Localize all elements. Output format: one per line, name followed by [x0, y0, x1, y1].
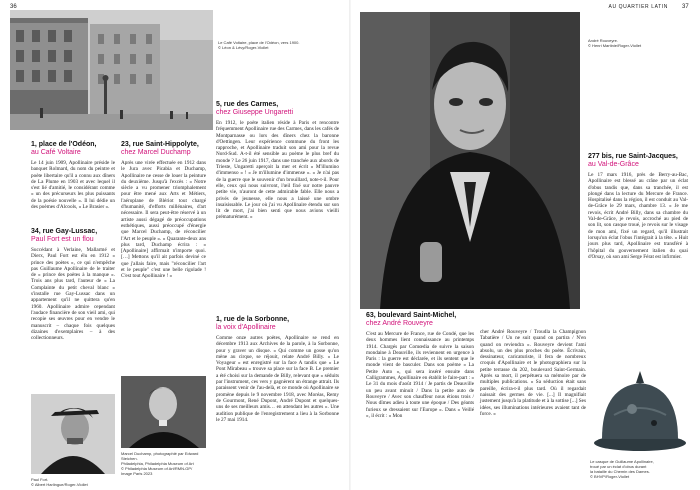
section-sorbonne-text: Comme onze autres poètes, Apollinaire se rend en décembre 1913 aux Archives de la parole, à la Sorbonne, pour y graver un disque. « Qui comme un gosse qu'on mène au cirque, se réjouit, relate André Billy. « Le Voyageur » est enregistré sur la face A tandis que « Le Pont Mirabeau » trouve sa place sur la face B. Le premier a été choisi sur la demande de Billy, relevant que « séduits par l'instrument, ces vers y gagnèrent un étrange attrait. Ils paraissent venir de l'au-delà, et ce monde où Apollinaire se promène depuis le 9 novembre 1918, avec Moréas, Remy de Gourmont, René Dupont, André Dupont et quelques-uns de ses meilleurs amis… en attendant les autres ». Une audition publique de l'enregistrement a lieu à la Sorbonne le 27 mai 1914. [216, 335, 339, 423]
section-gay-lussac-title: 34, rue Gay-Lussac, [31, 228, 98, 235]
section-odeon-text: Le 14 juin 1909, Apollinaire préside le banquet Rolmard, du nom du peintre et poète libertaire qu'il a connu aux dîners de La Plume en 1903 et avec lequel il s'est lié d'amitié, le considérant comme « un des précurseurs les plus puissants de la poésie nouvelle ». Il lui dédie un des poèmes d'Alcools, « Le Brasier ». [31, 160, 115, 211]
cafe-voltaire-photo [10, 10, 213, 130]
page-gutter [349, 0, 351, 490]
cafe-voltaire-caption: Le Café Voltaire, place de l'Odéon, vers 1900. © Léon & Lévy/Roger-Viollet [218, 40, 300, 50]
section-carmes-subtitle: chez Giuseppe Ungaretti [216, 109, 294, 116]
section-carmes [216, 101, 339, 221]
section-gay-lussac-subtitle: Paul Fort est un flou [31, 236, 94, 243]
duchamp-caption: Marcel Duchamp, photographié par Edward Steichen. Philadelphia, Philadelphia Museum of Art © Philadelphia Museum of Art/RMN-GP/ Image Paris 2023 [121, 451, 199, 476]
paul-fort-photo [31, 394, 115, 474]
casque-caption: Le casque de Guillaume Apollinaire, troué par un éclat d'obus durant la bataille du Chemin des Dames. © BHVP/Roger-Viollet [590, 459, 654, 479]
page-number-left: 36 [10, 4, 17, 10]
section-carmes-text: En 1912, le poète italien réside à Paris et rencontre fréquemment Apollinaire rue des Carmes, dans les cafés de Montparnasse ou lors des dîners chez la baronne d'Oettingen. Leur expérience commune du front les rapproche, et Apollinaire traduit son ami pour la revue Nord-Sud. A-t-il été sensible au poème le plus bref du monde ? Le 26 juin 1917, dans une tranchée aux abords de Trieste, Ungaretti aperçoit la mer et écrit « M'illumino d'immenso » ! « Je m'illumine d'immense ». « Je n'ai pas de la guerre que le souvenir d'un brouillard, note-t-il. Pour elle, ceux qui nous suivront, l'œil fixé sur notre pauvre petite vie, n'auront de cette admirable fable. Elle nous a privés de jeunesse, elle nous a laissé une ombre insaisissable. Le jour où j'ai vu Apollinaire étendu sur son lit de mort, j'ai bien senti que nous avions vieilli prématurément. » [216, 120, 339, 221]
section-michel-subtitle: chez André Rouveyre [366, 320, 433, 327]
section-odeon [31, 141, 115, 210]
rouveyre-caption: André Rouveyre. © Henri Martinie/Roger-Viollet [588, 38, 642, 48]
section-carmes-title: 5, rue des Carmes, [216, 101, 279, 108]
section-hippolyte [121, 141, 206, 280]
section-michel-text-a: C'est au Mercure de France, rue de Condé, que les deux hommes lient connaissance au printemps 1914. Chargés par Comœdia de suivre la saison mondaine à Deauville, ils reviennent en urgence à Paris : la guerre est déclarée, et ils sentent que le monde vient de basculer. Dans son poème « La Petite Auto », qui sera inséré ensuite dans Calligrammes, Apollinaire en établit le faire-part : « Le 31 du mois d'août 1914 / Je partis de Deauville un peu avant minuit / Dans la petite auto de Rouveyre / Avec son chauffeur nous étions trois / Nous dîmes adieu à toute une époque / Des géants furieux se dressaient sur l'Europe ». Dans « Veillé », il écrit : « Mon [366, 331, 474, 419]
section-sorbonne [216, 316, 339, 423]
paul-fort-caption: Paul Fort. © Albert Harlingue/Roger-Viollet [31, 477, 88, 487]
andre-rouveyre-photo [360, 12, 580, 309]
section-michel-continued [480, 329, 586, 417]
section-michel-text-b: cher André Rouveyre / Troudla la Champignon Tabatière / Un ne suit quand on partira / N'en quand on reviendra ». Rouveyre devient l'ami absolu, un des plus proches du poète. Écrivain, dessinateur, caricaturiste, il fera de nombreux croquis d'Apollinaire et le photographiera sur la petite terrasse du 202, boulevard Saint-Germain. Après sa mort, il perpétuera sa mémoire par de multiples publications. « Sa séduction était sans pareille, écrira-t-il plus tard. Où il regardait naissait des germes de vie. [...] Il magnifiait justement jusqu'à la platitude et à la sottise [...] Ses idées, ses illuminations intérieures avaient tant de force. » [480, 329, 586, 417]
section-sorbonne-title: 1, rue de la Sorbonne, [216, 316, 290, 323]
section-gay-lussac-text: Succédant à Verlaine, Mallarmé et Dierx, Paul Fort est élu en 1912 « prince des poètes », ce qui n'empêche pas Guillaume Apollinaire de le traiter de « prince des poètes à la manque ». Trois ans plus tard, l'auteur de « La Complainte du petit cheval blanc » s'installe rue Gay-Lussac dans un appartement qu'il ne quittera qu'en 1960. Apollinaire admire cependant l'audace financière de son vieil ami, qui recopie ses œuvres pour en vendre le manuscrit – chaque fois quelques dizaines d'exemplaires – à des collectionneurs. [31, 247, 115, 342]
section-sorbonne-subtitle: la voix d'Apollinaire [216, 324, 276, 331]
section-odeon-title: 1, place de l'Odéon, [31, 141, 97, 148]
section-hippolyte-text: Après une virée effectuée en 1912 dans le Jura avec Picabia et Duchamp, Apollinaire ne cesse de louer la peinture du deuxième. Jusqu'à l'excès : « Notre siècle a vu promener triomphalement pour être mené aux Arts et Métiers, l'aéroplane de Blériot tout chargé d'humanité, d'efforts millénaires, d'art nécessaire. Il sera peut-être réservé à un artiste aussi dégagé de préoccupations esthétiques, aussi préoccupé d'énergie que Marcel Duchamp, de réconcilier l'Art et le peuple ». « Quarante-deux ans plus tard, Duchamp écrira : « [Apollinaire] affirmait n'importe quoi. […] Mettons qu'il ait parfois deviné ce que j'allais faire, mais "réconcilier l'art et le peuple" c'est une belle rigolade ! C'est tout Apollinaire ! » [121, 160, 206, 280]
casque-photo [590, 365, 690, 455]
section-hippolyte-subtitle: chez Marcel Duchamp [121, 149, 191, 156]
page-number-right: 37 [682, 4, 689, 10]
section-michel [366, 312, 474, 419]
section-gay-lussac [31, 228, 115, 341]
section-jacques-text: Le 17 mars 1916, près de Berry-au-Bac, Apollinaire est blessé au crâne par un éclat d'obus tandis que, dans sa tranchée, il est plongé dans la lecture du Mercure de France. Hospitalisé dans la région, il est conduit au Val-de-Grâce le 29 mars, chambre 13. « Je me revois, écrit André Billy, dans sa chambre du Val-de-Grâce, je revois, accroché au pied de son lit, son casque troué, je revois sur le visage de mon ami, fixé un regard, qu'il illustrait lorsqu'un éclat l'obus l'intégrait à la tête. » Huit jours plus tard, Apollinaire est transféré à l'hôpital du gouvernement italien du quai d'Orsay, où son ami Serge Férat est infirmier. [588, 172, 688, 260]
section-jacques-title: 277 bis, rue Saint-Jacques, [588, 153, 678, 160]
section-jacques [588, 153, 688, 260]
section-michel-title: 63, boulevard Saint-Michel, [366, 312, 457, 319]
section-odeon-subtitle: au Café Voltaire [31, 149, 81, 156]
section-header: AU QUARTIER LATIN [608, 4, 668, 10]
marcel-duchamp-photo [121, 376, 206, 448]
section-jacques-subtitle: au Val-de-Grâce [588, 161, 639, 168]
section-hippolyte-title: 23, rue Saint-Hippolyte, [121, 141, 199, 148]
